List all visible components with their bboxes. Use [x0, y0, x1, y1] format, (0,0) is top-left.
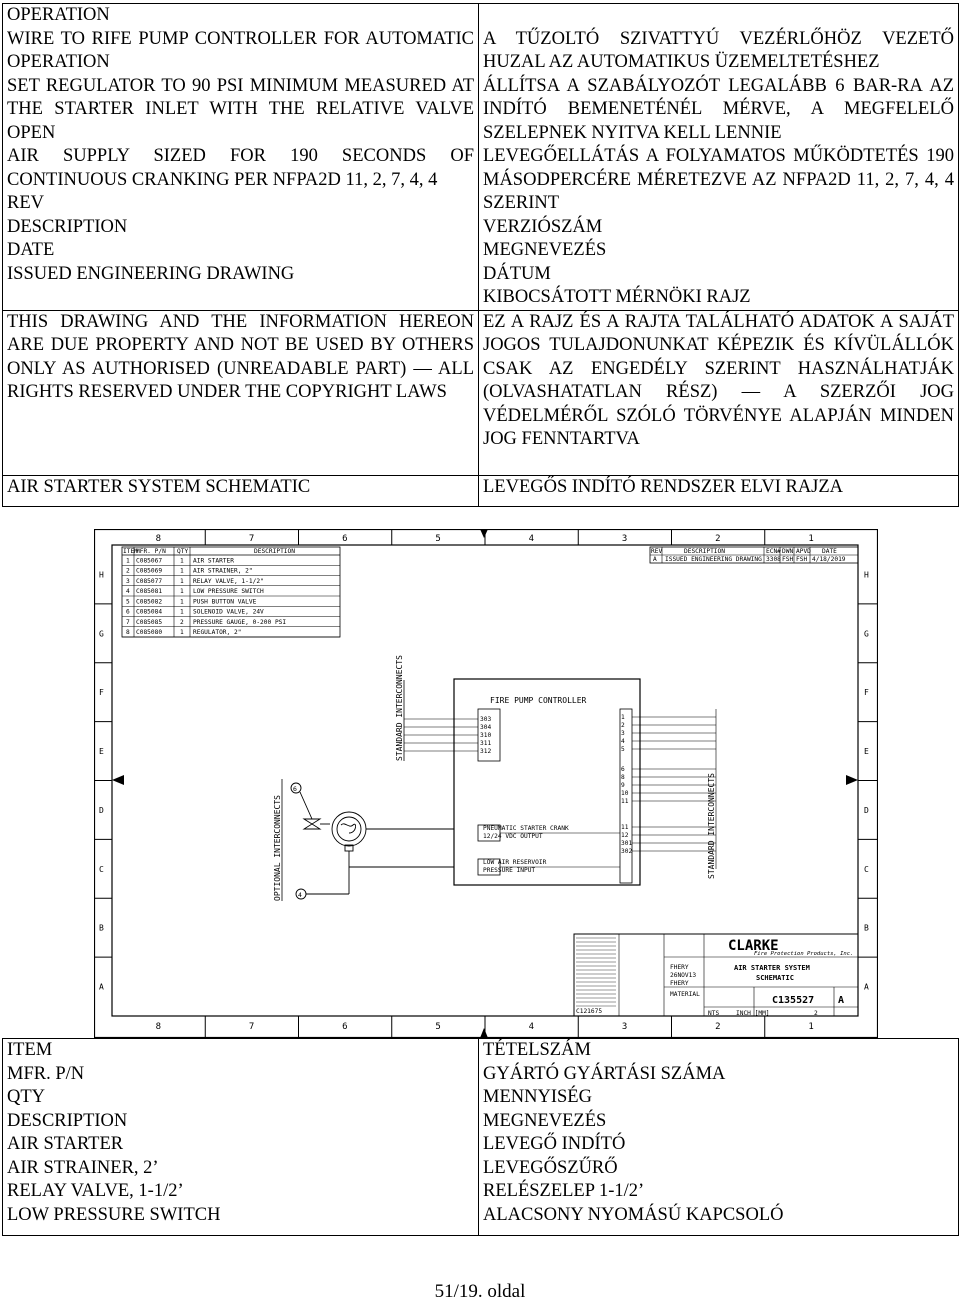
bom-item: 8 — [126, 629, 130, 636]
col-label-bottom: 1 — [808, 1022, 814, 1032]
terminal-right: 4 — [621, 738, 625, 745]
text-hu-item: TÉTELSZÁM — [483, 1040, 591, 1060]
terminal-right: 12 — [621, 832, 629, 839]
bom-header-desc: DESCRIPTION — [254, 548, 295, 555]
units-value: INCH [MM] — [736, 1010, 770, 1017]
cell-en — [3, 475, 479, 507]
row-label-left: D — [99, 805, 104, 815]
row-label-right: E — [864, 747, 869, 757]
bom-item: 3 — [126, 577, 130, 585]
bom-desc: PRESSURE GAUGE, 0-200 PSI — [193, 618, 287, 626]
bom-header-pn: MFR. P/N — [136, 548, 166, 555]
scale-value: NTS — [708, 1010, 720, 1017]
bom-item: 1 — [126, 557, 130, 565]
text-hu-schematic-title: LEVEGŐS INDÍTÓ RENDSZER ELVI RAJZA — [483, 476, 844, 497]
terminal-left: 310 — [480, 732, 492, 739]
terminal-right: 2 — [621, 722, 625, 729]
text-hu-mfr-pn: GYÁRTÓ GYÁRTÁSI SZÁMA — [483, 1063, 726, 1084]
terminal-right: 3 — [621, 730, 625, 737]
title-line-1: AIR STARTER SYSTEM — [734, 964, 810, 972]
rev-v-date: 4/18/2019 — [812, 556, 846, 563]
text-low-pressure-switch: LOW PRESSURE SWITCH — [7, 1204, 221, 1225]
bom-qty: 1 — [180, 567, 184, 575]
terminal-right: 9 — [621, 782, 625, 789]
translation-table-bottom — [2, 1038, 959, 1236]
rev-v-ecn: 3308 — [766, 556, 781, 563]
rev-h-rev: REV — [651, 548, 663, 555]
bom-pn: C085080 — [136, 629, 163, 636]
bom-pn: C085082 — [136, 598, 163, 606]
cell-hu — [479, 475, 959, 507]
text-item: ITEM — [7, 1040, 53, 1060]
drawn-by: FHERY — [670, 964, 689, 971]
col-label-top: 2 — [715, 534, 721, 544]
bom-qty: 1 — [180, 598, 184, 606]
text-air-supply: AIR SUPPLY SIZED FOR 190 SECONDS OF CONTINUOUS CRANKING PER NFPA2D 11, 2, 7, 4, 4 — [7, 146, 474, 190]
col-label-bottom: 6 — [342, 1022, 348, 1032]
bom-item: 5 — [126, 598, 130, 606]
terminal-left: 304 — [480, 724, 492, 731]
cell-hu — [479, 310, 959, 475]
rev-h-dwn: DWN — [782, 548, 794, 555]
rev-h-ecn: ECN# — [766, 548, 781, 555]
row-label-right: B — [864, 923, 869, 933]
rev-h-apvd: APVD — [796, 548, 811, 555]
terminal-left: 312 — [480, 748, 492, 755]
col-label-top: 3 — [621, 534, 628, 544]
bom-item: 6 — [126, 608, 130, 616]
text-description: DESCRIPTION — [7, 216, 128, 237]
checked-by: FHERY — [670, 980, 689, 987]
text-issued-drawing: ISSUED ENGINEERING DRAWING — [7, 263, 295, 284]
clarke-logo: CLARKE — [728, 938, 779, 954]
bom-pn: C085067 — [136, 557, 163, 565]
row-label-right: C — [864, 864, 869, 874]
standard-interconnects-left: STANDARD INTERCONNECTS — [395, 655, 404, 761]
terminal-right: 8 — [621, 774, 625, 781]
cell-hu — [479, 1039, 959, 1236]
col-label-top: 7 — [248, 534, 255, 544]
bom-pn: C085084 — [136, 608, 163, 616]
bom-item: 7 — [126, 618, 130, 626]
bom-header-qty: QTY — [177, 548, 189, 555]
text-air-strainer: AIR STRAINER, 2’ — [7, 1157, 159, 1178]
text-schematic-title: AIR STARTER SYSTEM SCHEMATIC — [7, 476, 311, 497]
bom-item: 2 — [126, 567, 130, 575]
rev-h-desc: DESCRIPTION — [684, 548, 725, 555]
controller-title: FIRE PUMP CONTROLLER — [490, 696, 587, 705]
rev-v-rev: A — [653, 556, 657, 563]
col-label-bottom: 3 — [621, 1022, 628, 1032]
row-label-right: A — [864, 982, 869, 992]
page-number: 51/19. oldal — [434, 1281, 526, 1302]
row-label-right: F — [864, 688, 869, 698]
text-hu-copyright: EZ A RAJZ ÉS A RAJTA TALÁLHATÓ ADATOK A SAJÁT JOGOS TULAJDONUNKAT KÉPEZIK ÉS KÍVÜLÁLLÓK CSAK AZ ENGEDÉLY SZERINT HASZNÁLHATJÁK (OLVASHATATLAN RÉSZ) — A SZERZŐI JOG VÉDELMÉRŐL SZÓLÓ TÖRVÉNYE ALAPJÁN MINDEN JOG FENNTARTVA — [483, 311, 954, 449]
bom-desc: RELAY VALVE, 1-1/2" — [193, 577, 264, 585]
reservoir-label-2: PRESSURE INPUT — [483, 867, 536, 874]
text-hu-air-supply: LEVEGŐELLÁTÁS A FOLYAMATOS MŰKÖDTETÉS 190 MÁSODPERCÉRE MÉRETEZVE AZ NFPA2D 11, 2, 7, 4, 4 SZERINT — [483, 146, 954, 213]
rev-letter: A — [838, 995, 845, 1006]
bom-desc: AIR STARTER — [193, 557, 234, 565]
table-row — [3, 4, 959, 311]
callout-4: 4 — [298, 891, 302, 899]
pneumatic-label-1: PNEUMATIC STARTER CRANK — [483, 825, 569, 832]
text-set-regulator: SET REGULATOR TO 90 PSI MINIMUM MEASURED AT THE STARTER INLET WITH THE RELATIVE VALVE OPEN — [7, 75, 474, 143]
terminal-right: 11 — [621, 824, 629, 831]
bom-desc: REGULATOR, 2" — [193, 629, 242, 636]
bom-desc: LOW PRESSURE SWITCH — [193, 588, 264, 595]
text-hu-air-starter: LEVEGŐ INDÍTÓ — [483, 1134, 626, 1154]
row-label-right: D — [864, 805, 869, 815]
terminal-right: 302 — [621, 848, 633, 855]
bom-pn: C085077 — [136, 577, 163, 585]
text-qty: QTY — [7, 1087, 46, 1107]
drawing-number: C135527 — [772, 995, 815, 1006]
col-label-bottom: 8 — [155, 1022, 162, 1032]
bom-qty: 1 — [180, 557, 184, 565]
date-value: 26NOV13 — [670, 972, 697, 979]
text-date: DATE — [7, 240, 55, 260]
rev-h-date: DATE — [822, 548, 837, 555]
col-label-top: 4 — [528, 534, 535, 544]
bom-desc: PUSH BUTTON VALVE — [193, 598, 257, 606]
row-label-left: A — [99, 982, 104, 992]
cell-en — [3, 1039, 479, 1236]
row-label-left: E — [99, 747, 104, 757]
text-description: DESCRIPTION — [7, 1110, 128, 1131]
row-label-right: G — [864, 629, 869, 639]
table-row — [3, 310, 959, 475]
text-copyright: THIS DRAWING AND THE INFORMATION HEREON ARE DUE PROPERTY AND NOT BE USED BY OTHERS ONLY AS AUTHORISED (UNREADABLE PART) — ALL RIGHTS RESERVED UNDER THE COPYRIGHT LAWS — [7, 311, 474, 402]
translation-table-top — [2, 3, 959, 507]
reservoir-label-1: LOW AIR RESERVOIR — [483, 859, 547, 866]
bom-item: 4 — [126, 588, 130, 595]
text-hu-rev: VERZIÓSZÁM — [483, 216, 603, 237]
text-hu-date: DÁTUM — [483, 263, 551, 284]
title-line-2: SCHEMATIC — [756, 974, 794, 982]
text-mfr-pn: MFR. P/N — [7, 1063, 85, 1084]
table-row — [3, 1039, 959, 1236]
text-hu-issued: KIBOCSÁTOTT MÉRNÖKI RAJZ — [483, 287, 751, 307]
rev-v-apvd: FSH — [796, 556, 808, 563]
terminal-right: 10 — [621, 790, 629, 797]
terminal-right: 301 — [621, 840, 633, 847]
row-label-left: B — [99, 923, 104, 933]
text-hu-description: MEGNEVEZÉS — [483, 240, 607, 260]
material-label: MATERIAL — [670, 991, 700, 998]
bom-pn: C085085 — [136, 618, 163, 626]
bom-qty: 1 — [180, 608, 184, 616]
bom-header-item: ITEM — [123, 548, 138, 555]
text-hu-wire: A TŰZOLTÓ SZIVATTYÚ VEZÉRLŐHÖZ VEZETŐ HUZAL AZ AUTOMATIKUS ÜZEMELTETÉSHEZ — [483, 28, 954, 72]
standard-interconnects-right: STANDARD INTERCONNECTS — [707, 773, 716, 879]
bom-qty: 1 — [180, 629, 184, 636]
col-label-bottom: 2 — [715, 1022, 721, 1032]
text-hu-qty: MENNYISÉG — [483, 1087, 592, 1107]
terminal-right: 1 — [621, 714, 625, 721]
terminal-left: 311 — [480, 740, 492, 747]
optional-interconnects: OPTIONAL INTERCONNECTS — [273, 795, 282, 901]
callout-6: 6 — [293, 785, 297, 793]
text-hu-relay-valve: RELÉSZELEP 1-1/2’ — [483, 1181, 645, 1201]
rev-v-desc: ISSUED ENGINEERING DRAWING — [665, 556, 762, 563]
text-relay-valve: RELAY VALVE, 1-1/2’ — [7, 1181, 184, 1201]
col-label-bottom: 4 — [528, 1022, 535, 1032]
text-hu-low-pressure-switch: ALACSONY NYOMÁSÚ KAPCSOLÓ — [483, 1204, 784, 1225]
col-label-top: 1 — [808, 534, 814, 544]
col-label-bottom: 5 — [435, 1022, 441, 1032]
col-label-top: 6 — [342, 534, 348, 544]
text-rev: REV — [7, 193, 44, 213]
terminal-right: 6 — [621, 766, 625, 773]
drawing-ref: C121675 — [576, 1008, 603, 1015]
col-label-top: 5 — [435, 534, 441, 544]
bom-desc: SOLENOID VALVE, 24V — [193, 608, 264, 616]
pneumatic-label-2: 12/24 VDC OUTPUT — [483, 833, 543, 840]
sheet-number: 2 — [814, 1010, 818, 1017]
terminal-right: 11 — [621, 798, 629, 805]
row-label-left: F — [99, 688, 104, 698]
row-label-left: G — [99, 629, 104, 639]
rev-v-dwn: FSH — [782, 556, 794, 563]
clarke-logo-sub: Fire Protection Products, Inc. — [754, 951, 854, 957]
terminal-left: 303 — [480, 716, 492, 723]
cell-hu — [479, 4, 959, 311]
col-label-bottom: 7 — [248, 1022, 255, 1032]
bom-qty: 1 — [180, 588, 184, 595]
text-hu-air-strainer: LEVEGŐSZŰRŐ — [483, 1157, 618, 1178]
row-label-left: C — [99, 864, 104, 874]
bom-pn: C085081 — [136, 588, 163, 595]
table-row — [3, 475, 959, 507]
text-wire-to-controller: WIRE TO RIFE PUMP CONTROLLER FOR AUTOMATIC OPERATION — [7, 28, 474, 72]
bom-qty: 1 — [180, 577, 184, 585]
cell-en — [3, 310, 479, 475]
text-operation: OPERATION — [7, 5, 110, 25]
cell-en — [3, 4, 479, 311]
text-hu-regulator: ÁLLÍTSA A SZABÁLYOZÓT LEGALÁBB 6 BAR-RA AZ INDÍTÓ BEMENETÉNÉL MÉRVE, A MEGFELELŐ SZELEPNEK NYITVA KELL LENNIE — [483, 75, 954, 143]
col-label-top: 8 — [155, 534, 162, 544]
row-label-left: H — [99, 570, 104, 580]
terminal-right: 5 — [621, 746, 625, 753]
text-air-starter: AIR STARTER — [7, 1134, 124, 1154]
text-hu-description: MEGNEVEZÉS — [483, 1110, 607, 1131]
schematic-drawing — [94, 529, 878, 1038]
row-label-right: H — [864, 570, 869, 580]
bom-qty: 2 — [180, 618, 184, 626]
bom-pn: C085069 — [136, 567, 163, 575]
bom-desc: AIR STRAINER, 2" — [193, 567, 253, 575]
